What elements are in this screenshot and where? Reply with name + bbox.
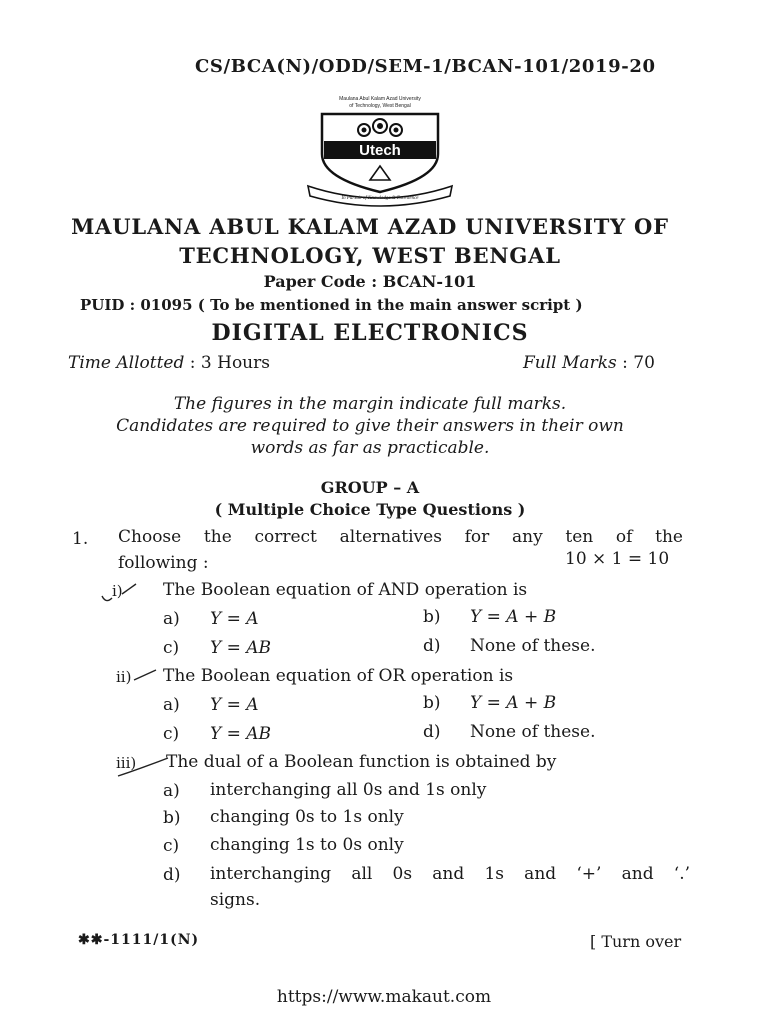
- option-label: d): [423, 722, 441, 742]
- option-label: b): [163, 808, 181, 828]
- marks-label: Full Marks: [523, 353, 617, 373]
- time-allotted: [68, 353, 270, 373]
- option-label: a): [163, 609, 180, 629]
- marks-value: : 70: [622, 353, 655, 373]
- option-label: c): [163, 638, 180, 658]
- question-text-line2: following :: [118, 553, 209, 573]
- option-label: b): [423, 693, 441, 713]
- option-text: Y = A: [210, 695, 259, 715]
- paper-code: Paper Code : BCAN-101: [263, 272, 477, 291]
- subquestion-text-ii: The Boolean equation of OR operation is: [163, 666, 514, 686]
- subquestion-number-i: i): [112, 582, 123, 600]
- full-marks: [523, 353, 655, 373]
- tick-mark-i-stroke: [122, 584, 136, 594]
- university-logo: [300, 92, 460, 210]
- option-text: interchanging all 0s and 1s only: [210, 780, 487, 800]
- subquestion-text-iii: The dual of a Boolean function is obtained by: [166, 752, 557, 772]
- option-text: Y = AB: [210, 638, 272, 658]
- logo-shield-text: Utech: [359, 142, 401, 159]
- puid: PUID : 01095 ( To be mentioned in the main answer script ): [80, 296, 583, 314]
- tick-mark-iii: [118, 758, 168, 776]
- instruction-line1: The figures in the margin indicate full marks.: [173, 394, 567, 414]
- subquestion-number-ii: ii): [116, 668, 132, 686]
- group-subtitle: ( Multiple Choice Type Questions ): [214, 500, 526, 519]
- logo-ribbon-text: In Pursuit of Knowledge & Excellence: [341, 196, 419, 201]
- option-text: None of these.: [470, 636, 596, 656]
- option-text: Y = A: [210, 609, 259, 629]
- option-text: Y = A + B: [470, 607, 557, 627]
- source-url[interactable]: https://www.makaut.com: [276, 987, 492, 1007]
- subject-title: DIGITAL ELECTRONICS: [211, 320, 529, 346]
- option-text: interchanging all 0s and 1s and ‘+’ and ‘.’: [210, 864, 690, 884]
- tick-mark-ii: [134, 670, 156, 680]
- group-title: GROUP – A: [320, 478, 420, 497]
- time-value: : 3 Hours: [189, 353, 270, 373]
- option-text-continued: signs.: [210, 890, 261, 910]
- question-text-line1: Choose the correct alternatives for any ten of the: [118, 527, 683, 547]
- option-text: changing 1s to 0s only: [210, 835, 404, 855]
- tick-mark-i: [102, 596, 112, 601]
- option-text: Y = AB: [210, 724, 272, 744]
- logo-caption-1: Maulana Abul Kalam Azad University: [339, 96, 421, 102]
- question-marks: 10 × 1 = 10: [565, 549, 670, 569]
- paper-header-code: CS/BCA(N)/ODD/SEM-1/BCAN-101/2019-20: [195, 56, 656, 77]
- option-text: Y = A + B: [470, 693, 557, 713]
- option-label: b): [423, 607, 441, 627]
- instruction-line2: Candidates are required to give their answers in their own: [116, 416, 624, 436]
- option-label: d): [423, 636, 441, 656]
- subquestion-text-i: The Boolean equation of AND operation is: [163, 580, 528, 600]
- turn-over: [ Turn over: [590, 932, 682, 951]
- university-name-line2: TECHNOLOGY, WEST BENGAL: [179, 243, 561, 268]
- subquestion-number-iii: iii): [116, 754, 137, 772]
- university-name-line1: MAULANA ABUL KALAM AZAD UNIVERSITY OF: [71, 214, 669, 239]
- logo-caption-2: of Technology, West Bengal: [349, 103, 411, 109]
- question-number: 1.: [72, 529, 89, 549]
- option-label: a): [163, 781, 180, 801]
- footer-code: ✱✱-1111/1(N): [78, 932, 200, 948]
- option-label: d): [163, 865, 181, 885]
- option-text: None of these.: [470, 722, 596, 742]
- time-label: Time Allotted: [68, 353, 185, 373]
- option-label: c): [163, 836, 180, 856]
- option-label: a): [163, 695, 180, 715]
- instruction-line3: words as far as practicable.: [250, 438, 490, 458]
- option-text: changing 0s to 1s only: [210, 807, 404, 827]
- handwritten-tick-marks: [96, 580, 176, 780]
- option-label: c): [163, 724, 180, 744]
